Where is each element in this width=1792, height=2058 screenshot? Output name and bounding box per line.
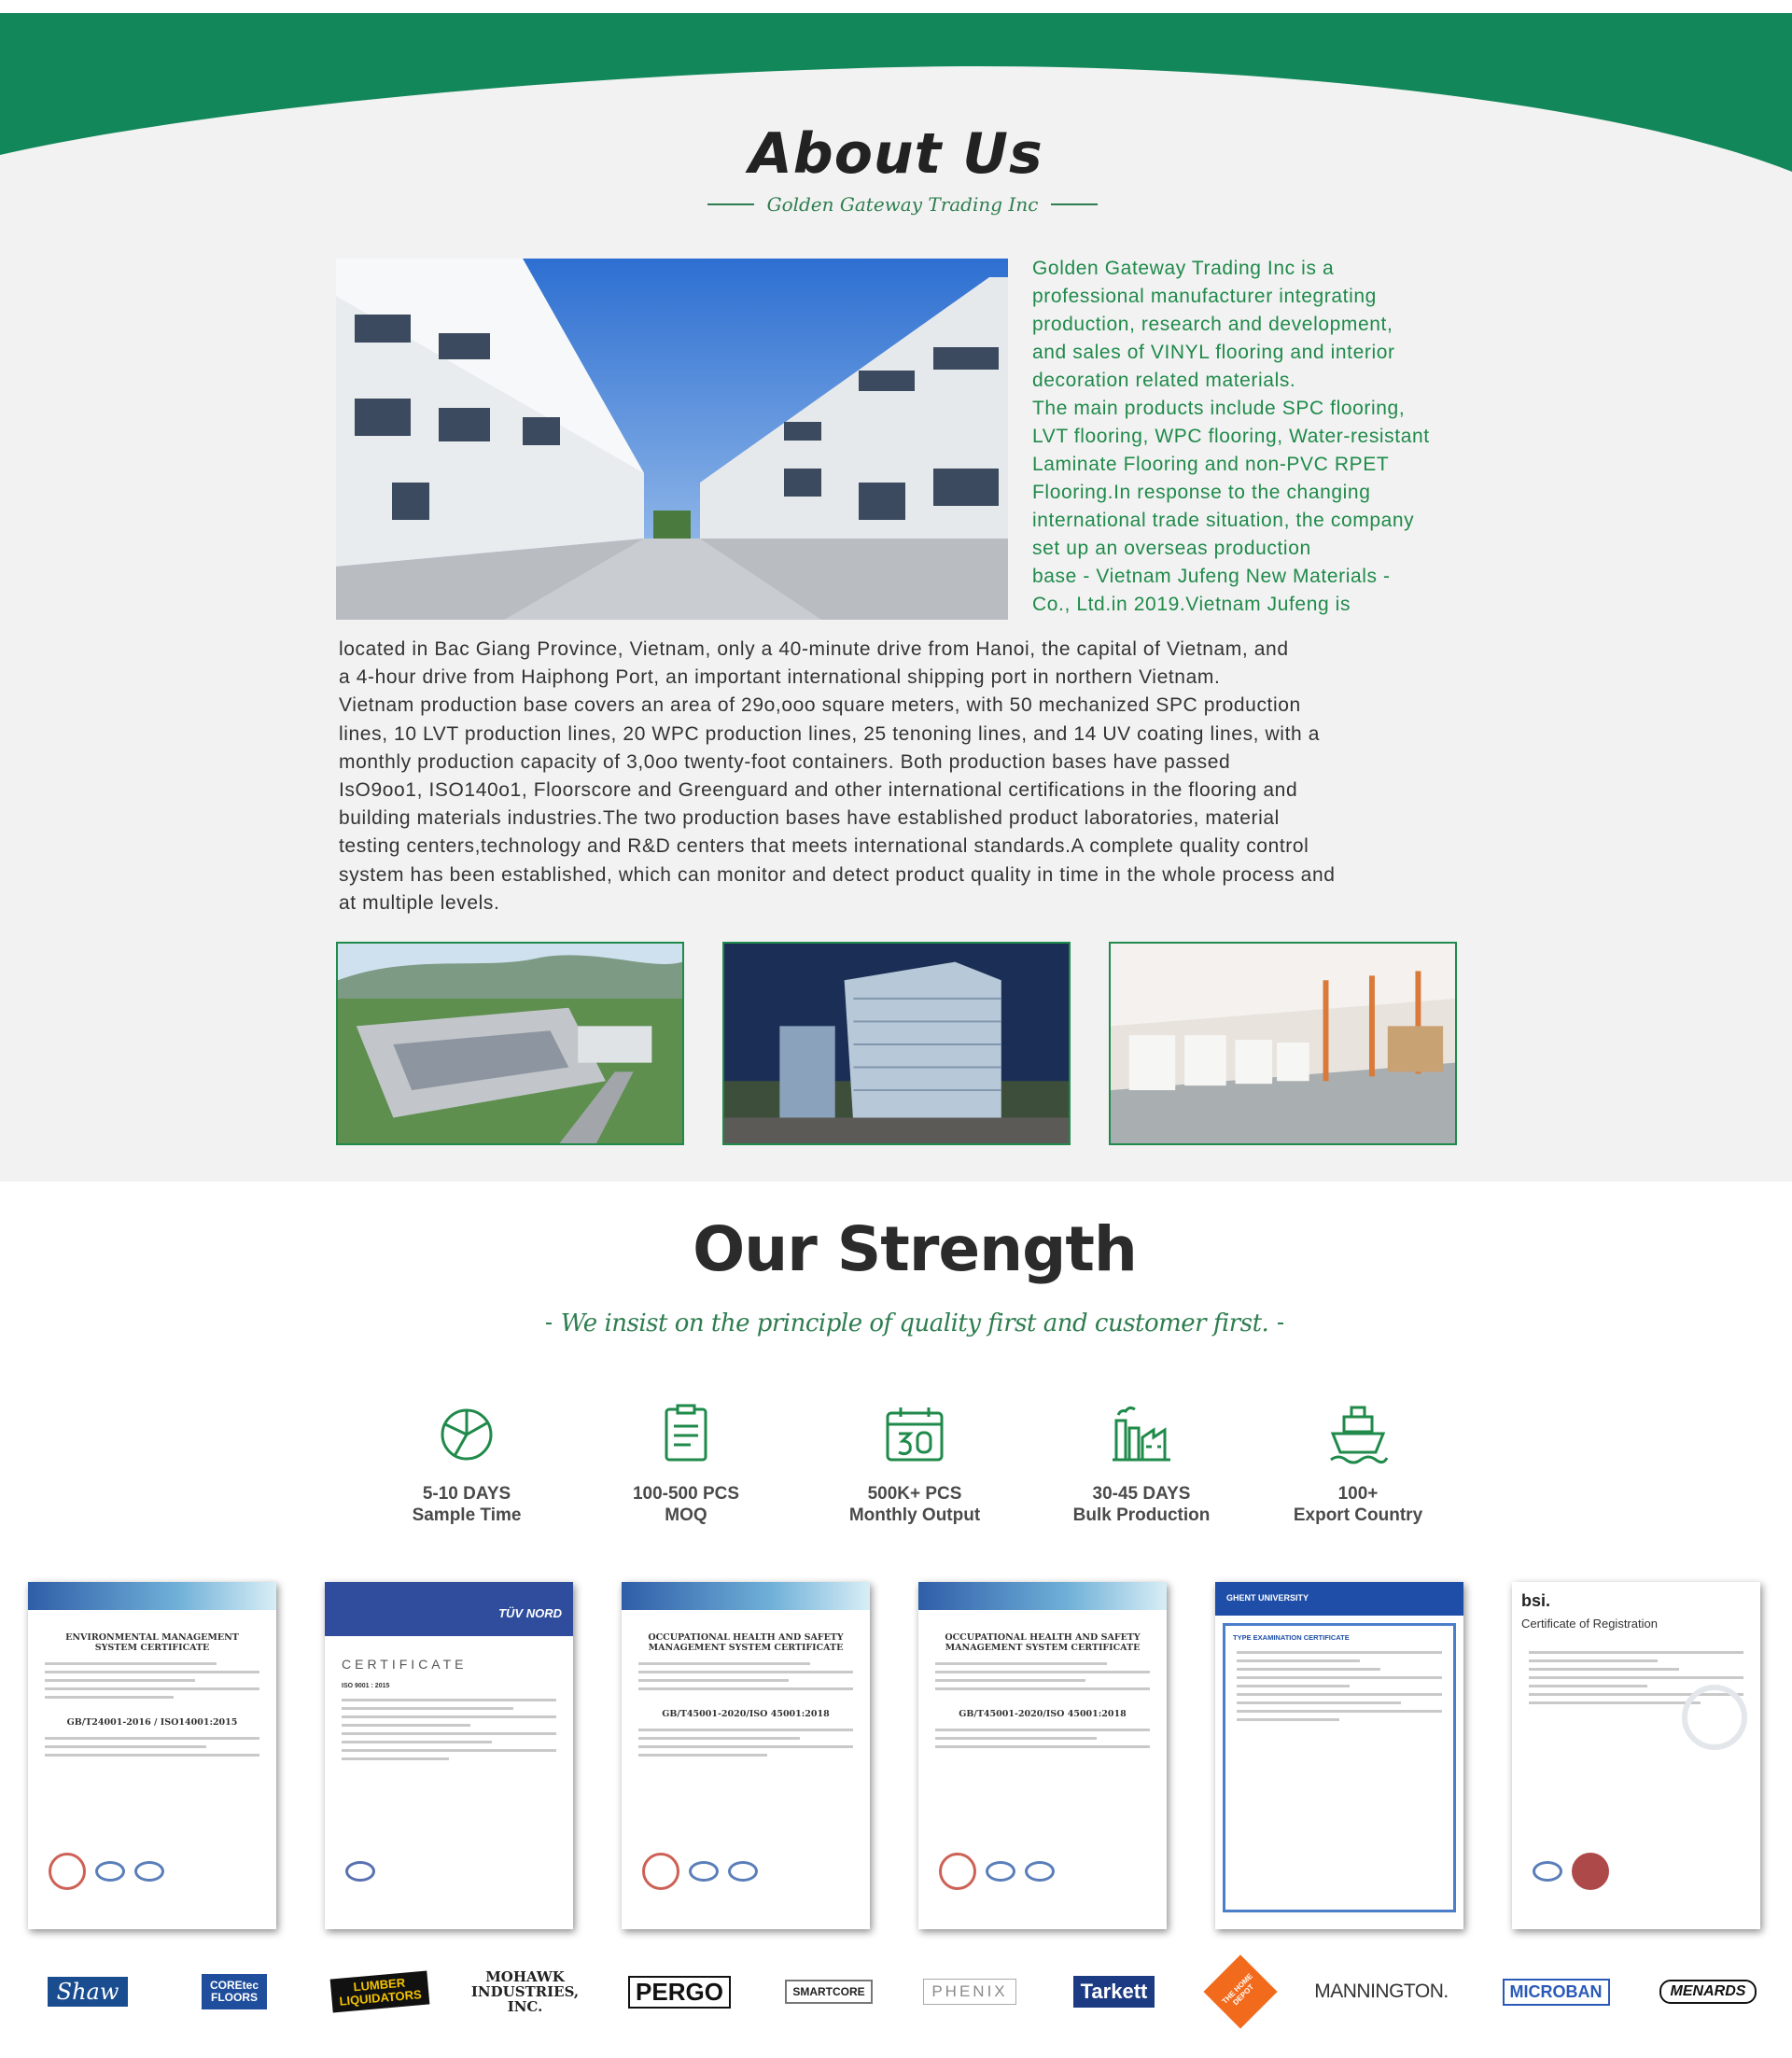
certificate-ohs-2[interactable]	[918, 1582, 1167, 1929]
mannington-logo	[1307, 1967, 1456, 2016]
feature-monthly-output	[826, 1402, 1003, 1526]
strength-subtitle	[546, 1305, 1283, 1342]
certificate-bsi[interactable]	[1512, 1582, 1760, 1929]
office-building-photo	[722, 942, 1071, 1145]
ship-icon	[1325, 1402, 1391, 1467]
certificate-title: CERTIFICATE	[342, 1657, 468, 1672]
certificate-title: ENVIRONMENTAL MANAGEMENT SYSTEM CERTIFICATE	[65, 1632, 239, 1653]
certificate-issuer: TÜV NORD	[498, 1606, 562, 1620]
microban-logo	[1501, 1967, 1611, 2016]
pergo-logo	[627, 1967, 732, 2016]
brand-label: PERGO	[628, 1976, 731, 2009]
certificate-title: OCCUPATIONAL HEALTH AND SAFETY MANAGEMENT SYSTEM CERTIFICATE	[648, 1632, 844, 1653]
smartcore-logo	[787, 1967, 871, 2016]
shaw-logo	[32, 1967, 144, 2016]
brand-label: Shaw	[48, 1977, 129, 2007]
brand-label: MANNINGTON.	[1314, 1981, 1449, 2002]
brand-label: SMARTCORE	[785, 1980, 872, 2004]
about-subtitle-text: Golden Gateway Trading Inc	[766, 193, 1039, 216]
certificate-standard: GB/T45001-2020/ISO 45001:2018	[662, 1709, 830, 1719]
certificate-title: Certificate of Registration	[1521, 1617, 1658, 1631]
certificate-issuer: GHENT UNIVERSITY	[1226, 1593, 1309, 1603]
feature-value: 100+	[1337, 1484, 1379, 1504]
intro-paragraph-1: Golden Gateway Trading Inc is a professional manufacturer integrating production, research and development, and sales of VINYL flooring and interior decoration related materials.	[1032, 258, 1395, 391]
brand-label: Tarkett	[1073, 1976, 1155, 2008]
home-depot-logo	[1213, 1967, 1267, 2016]
feature-moq	[597, 1402, 775, 1526]
certificate-tuv-nord[interactable]	[325, 1582, 573, 1929]
about-subtitle	[693, 190, 1113, 218]
certificate-standard: GB/T24001-2016 / ISO14001:2015	[66, 1717, 238, 1728]
feature-label: Export Country	[1293, 1505, 1423, 1525]
menards-logo	[1652, 1967, 1764, 2016]
brand-label: MENARDS	[1659, 1980, 1757, 2004]
certificate-standard: ISO 9001 : 2015	[342, 1683, 390, 1689]
feature-label: Sample Time	[412, 1505, 522, 1525]
tarkett-logo	[1060, 1967, 1168, 2016]
document-icon	[653, 1402, 719, 1467]
strength-subtitle-text: We insist on the principle of quality first and customer first.	[560, 1309, 1269, 1337]
certificate-title: OCCUPATIONAL HEALTH AND SAFETY MANAGEMENT SYSTEM CERTIFICATE	[945, 1632, 1141, 1653]
certificate-ohs-1[interactable]	[622, 1582, 870, 1929]
feature-label: Bulk Production	[1072, 1505, 1211, 1525]
phenix-logo	[913, 1967, 1027, 2016]
feature-label: Monthly Output	[848, 1505, 981, 1525]
intro-text-green	[1032, 255, 1499, 619]
certificate-ghent[interactable]	[1215, 1582, 1463, 1929]
feature-value: 30-45 DAYS	[1092, 1484, 1191, 1504]
aerial-factory-photo	[336, 942, 684, 1145]
intro-paragraph-2: The main products include SPC flooring, LVT flooring, WPC flooring, Water-resistant Laminate Flooring and non-PVC RPET Flooring.In response to the changing international trade situation, the company set up an overseas production base - Vietnam Jufeng New Materials - Co., Ltd.in 2019.Vietnam Jufeng is	[1032, 398, 1430, 615]
sample-icon	[434, 1402, 499, 1467]
brand-label: THE HOME DEPOT	[1203, 1954, 1277, 2028]
certificate-environmental[interactable]	[28, 1582, 276, 1929]
about-title: About Us	[749, 121, 1043, 187]
brand-label: MOHAWK INDUSTRIES, INC.	[470, 1968, 580, 2015]
brand-label: PHENIX	[923, 1979, 1015, 2005]
certificate-standard: GB/T45001-2020/ISO 45001:2018	[959, 1709, 1127, 1719]
strength-title: Our Strength	[693, 1213, 1137, 1285]
warehouse-photo	[1109, 942, 1457, 1145]
feature-sample-time	[378, 1402, 555, 1526]
lumber-liquidators-logo	[329, 1967, 431, 2016]
feature-value: 5-10 DAYS	[422, 1484, 511, 1504]
feature-label: MOQ	[665, 1505, 707, 1525]
calendar-icon	[882, 1402, 947, 1467]
coretec-logo	[201, 1967, 268, 2016]
certificate-issuer: bsi.	[1521, 1591, 1551, 1610]
certificate-title: TYPE EXAMINATION CERTIFICATE	[1233, 1633, 1350, 1642]
feature-bulk-production	[1053, 1402, 1230, 1526]
feature-export-country	[1269, 1402, 1447, 1526]
brand-label: MICROBAN	[1503, 1979, 1610, 2006]
factory-photo	[336, 259, 1008, 620]
feature-value: 500K+ PCS	[867, 1484, 962, 1504]
mohawk-logo	[471, 1967, 579, 2016]
brand-label: LUMBER LIQUIDATORS	[330, 1971, 430, 2013]
factory-icon	[1109, 1402, 1174, 1467]
brand-label: COREtec FLOORS	[202, 1974, 267, 2009]
feature-value: 100-500 PCS	[632, 1484, 740, 1504]
top-strip	[0, 0, 1792, 13]
intro-text-continued: located in Bac Giang Province, Vietnam, only a 40-minute drive from Hanoi, the capital of Vietnam, and a 4-hour drive from Haiphong Port, an important international shipping port in northern Vietnam. Vietnam production base covers an area of 29o,ooo square meters, with 50 mechanized SPC production lines, 10 LVT production lines, 20 WPC production lines, 25 tenoning lines, and 14 UV coating lines, with a monthly production capacity of 3,0oo twenty-foot containers. Both production bases have passed IsO9oo1, ISO140o1, Floorscore and Greenguard and other international certifications in the flooring and building materials industries.The two production bases have established product laboratories, material testing centers,technology and R&D centers that meets international standards.A complete quality control system has been established, which can monitor and detect product quality in time in the whole process and at multiple levels.	[339, 638, 1336, 914]
